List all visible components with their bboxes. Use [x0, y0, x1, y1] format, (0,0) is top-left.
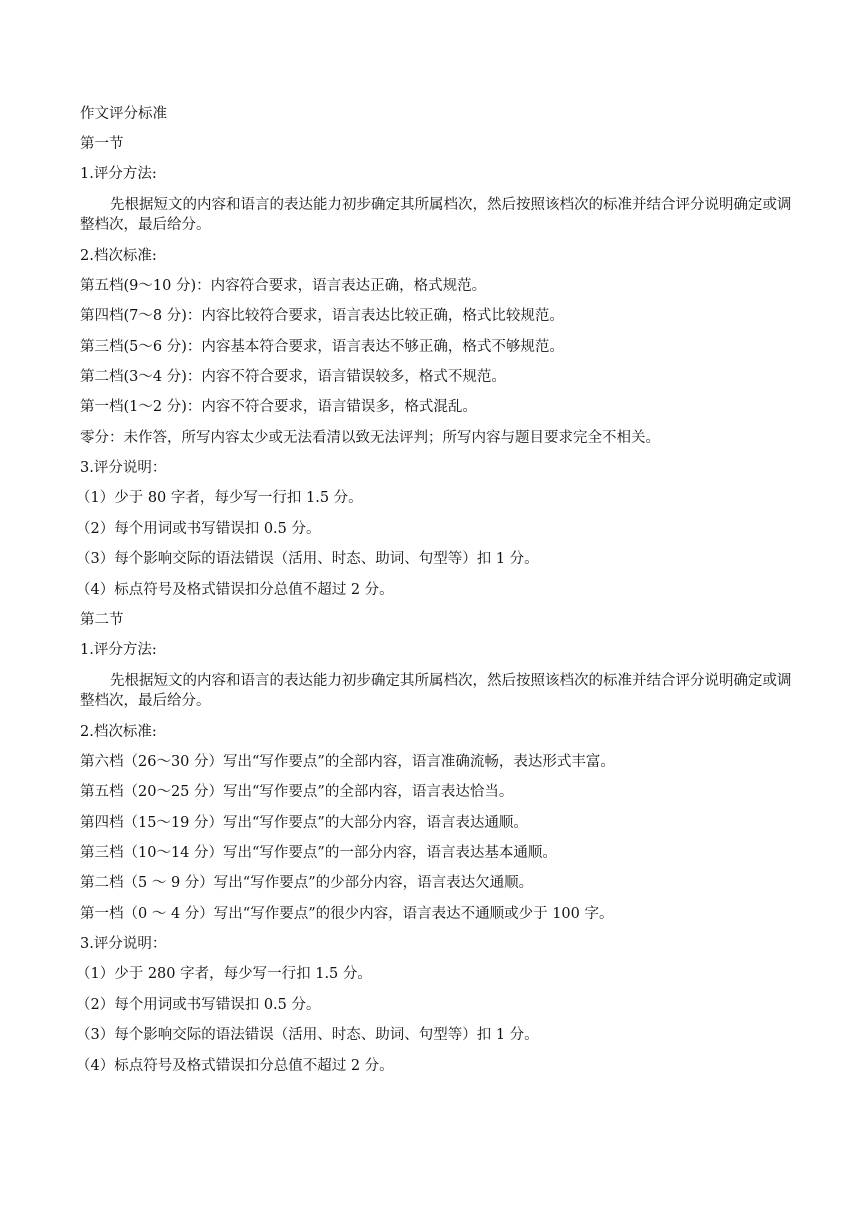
section-2-note-3: （3）每个影响交际的语法错误（活用、时态、助词、句型等）扣 1 分。 — [76, 1027, 539, 1043]
section-1-level-5: 第五档(9～10 分)：内容符合要求，语言表达正确，格式规范。 — [80, 278, 487, 294]
section-2-method-text: 先根据短文的内容和语言的表达能力初步确定其所属档次，然后按照该档次的标准并结合评分说明确定或调 整档次，最后给分。 — [80, 673, 792, 709]
document-title: 作文评分标准 — [80, 106, 167, 122]
section-2-level-6: 第六档（26～30 分）写出“写作要点”的全部内容，语言准确流畅，表达形式丰富。 — [80, 754, 615, 770]
section-2-note-2: （2）每个用词或书写错误扣 0.5 分。 — [76, 997, 321, 1013]
section-2-note-4: （4）标点符号及格式错误扣分总值不超过 2 分。 — [76, 1058, 394, 1074]
section-2-level-1: 第一档（0 ～ 4 分）写出“写作要点”的很少内容，语言表达不通顺或少于 100 字。 — [80, 906, 614, 922]
section-2-heading: 第二节 — [80, 612, 124, 628]
section-1-note-2: （2）每个用词或书写错误扣 0.5 分。 — [76, 521, 321, 537]
section-1-level-1: 第一档(1～2 分)：内容不符合要求，语言错误多，格式混乱。 — [80, 399, 477, 415]
section-1-note-4: （4）标点符号及格式错误扣分总值不超过 2 分。 — [76, 582, 394, 598]
section-1-level-3: 第三档(5～6 分)：内容基本符合要求，语言表达不够正确，格式不够规范。 — [80, 339, 564, 355]
section-1-method-heading: 1.评分方法: — [80, 166, 157, 182]
section-2-note-1: （1）少于 280 字者，每少写一行扣 1.5 分。 — [76, 966, 372, 982]
section-1-level-4: 第四档(7～8 分)：内容比较符合要求，语言表达比较正确，格式比较规范。 — [80, 308, 564, 324]
section-1-note-3: （3）每个影响交际的语法错误（活用、时态、助词、句型等）扣 1 分。 — [76, 551, 539, 567]
section-2-level-3: 第三档（10～14 分）写出“写作要点”的一部分内容，语言表达基本通顺。 — [80, 845, 557, 861]
section-2-notes-heading: 3.评分说明： — [80, 936, 167, 952]
section-1-heading: 第一节 — [80, 136, 124, 152]
section-2-method-heading: 1.评分方法: — [80, 642, 157, 658]
section-2-levels-heading: 2.档次标准: — [80, 724, 157, 740]
section-1-notes-heading: 3.评分说明： — [80, 460, 167, 476]
section-1-method-text: 先根据短文的内容和语言的表达能力初步确定其所属档次，然后按照该档次的标准并结合评分说明确定或调 整档次，最后给分。 — [80, 197, 792, 233]
section-1-level-zero: 零分：未作答，所写内容太少或无法看清以致无法评判；所写内容与题目要求完全不相关。 — [80, 430, 660, 446]
section-2-level-5: 第五档（20～25 分）写出“写作要点”的全部内容，语言表达恰当。 — [80, 784, 514, 800]
section-1-level-2: 第二档(3～4 分)：内容不符合要求，语言错误较多，格式不规范。 — [80, 369, 506, 385]
section-1-note-1: （1）少于 80 字者，每少写一行扣 1.5 分。 — [76, 490, 363, 506]
section-1-levels-heading: 2.档次标准: — [80, 248, 157, 264]
section-2-level-2: 第二档（5 ～ 9 分）写出“写作要点”的少部分内容，语言表达欠通顺。 — [80, 875, 534, 891]
section-2-level-4: 第四档（15～19 分）写出“写作要点”的大部分内容，语言表达通顺。 — [80, 815, 528, 831]
